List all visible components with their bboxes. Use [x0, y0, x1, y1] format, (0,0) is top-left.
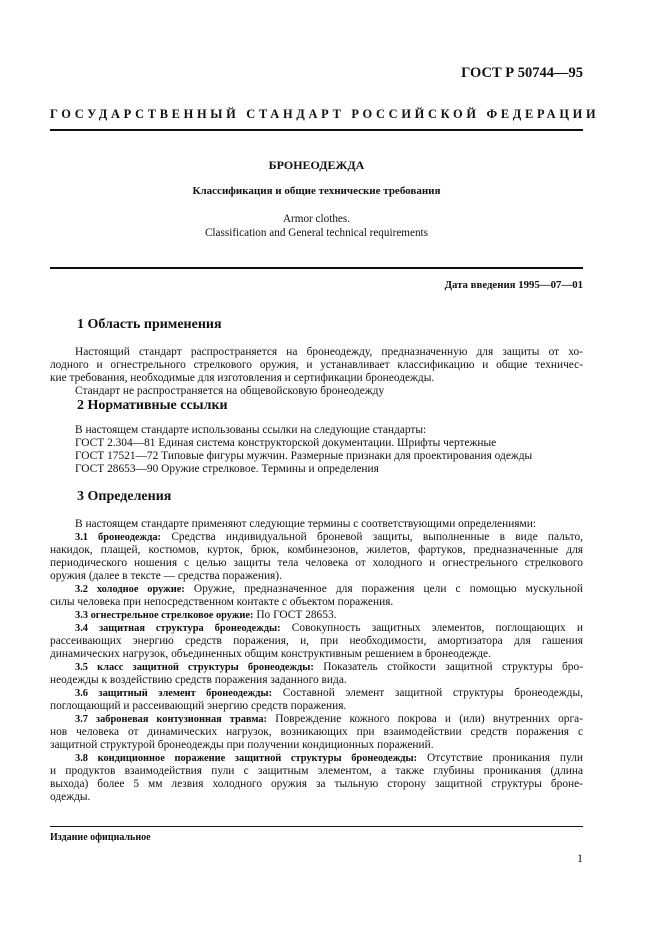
bottom-divider — [50, 826, 583, 827]
section-3-body — [50, 518, 583, 804]
definition-3-2 — [50, 583, 583, 596]
definition-3-8 — [50, 752, 583, 765]
term: 3.7 заброневая контузионная травма: — [75, 714, 268, 725]
middle-divider — [50, 267, 583, 269]
paragraph-line: нов человека от динамических нагрузок, возникающих при взаимодействии средств поражения с — [50, 726, 583, 738]
top-divider — [50, 129, 583, 131]
term: 3.5 класс защитной структуры бронеодежды: — [75, 662, 314, 673]
term: 3.2 холодное оружие: — [75, 584, 185, 595]
definition-text: Совокупность защитных элементов, поглощающих и — [291, 622, 583, 634]
paragraph-line: лодного и огнестрельного стрелкового оружия, и устанавливает классификацию и общие техничес- — [50, 359, 583, 371]
term: 3.3 огнестрельное стрелковое оружие: — [75, 610, 254, 621]
paragraph-line: рассеивающих энергию средств поражения, и, при необходимости, амортизатора для гашения — [50, 635, 583, 647]
reference-item: ГОСТ 28653—90 Оружие стрелковое. Термины и определения — [75, 463, 379, 475]
definition-text: Отсутствие проникания пули — [427, 752, 583, 764]
definition-3-1 — [50, 531, 583, 544]
definition-3-3 — [50, 609, 583, 622]
document-subtitle: Классификация и общие технические требования — [192, 185, 441, 197]
paragraph-line: динамических нагрузок, объединенных общим конструктивным решением в бронеодежде. — [50, 648, 491, 660]
definition-3-5 — [50, 661, 583, 674]
section-1-heading: 1 Область применения — [77, 317, 222, 332]
section-1-body — [50, 346, 583, 398]
introduction-date: Дата введения 1995—07—01 — [444, 279, 583, 291]
term: 3.8 кондиционное поражение защитной структуры бронеодежды: — [75, 753, 418, 764]
paragraph-line: неодежды к воздействию средств поражения заданного вида. — [50, 674, 347, 686]
definition-3-4 — [50, 622, 583, 635]
definition-text: Повреждение кожного покрова и (или) внутренних орга- — [275, 713, 583, 725]
paragraph-line: силы человека при непосредственном контакте с объектом поражения. — [50, 596, 394, 608]
paragraph-line: В настоящем стандарте применяют следующие термины с соответствующими определениями: — [75, 518, 537, 530]
paragraph-line: и продуктов взаимодействия пули с защитным элементом, а также глубины проникания (длина — [50, 765, 583, 777]
paragraph-line: оружия (далее в тексте — средства поражения). — [50, 570, 282, 582]
definition-text: Средства индивидуальной броневой защиты, выполненные в виде пальто, — [171, 531, 583, 543]
definition-text: Составной элемент защитной структуры бронеодежды, — [282, 687, 583, 699]
section-2-heading: 2 Нормативные ссылки — [77, 398, 228, 413]
english-title-line-1: Armor clothes. — [282, 213, 351, 225]
paragraph-line: одежды. — [50, 791, 91, 803]
definition-3-7 — [50, 713, 583, 726]
definition-3-6 — [50, 687, 583, 700]
standard-header-title: ГОСУДАРСТВЕННЫЙ СТАНДАРТ РОССИЙСКОЙ ФЕДЕРАЦИИ — [50, 107, 600, 121]
section-2-body — [50, 424, 583, 476]
reference-item: ГОСТ 17521—72 Типовые фигуры мужчин. Размерные признаки для проектирования одежды — [75, 450, 533, 462]
english-title — [0, 212, 633, 240]
paragraph-line: кие требования, необходимые для изготовления и сертификации бронеодежды. — [50, 372, 435, 384]
definition-text: По ГОСТ 28653. — [256, 609, 337, 621]
paragraph-line: Стандарт не распространяется на общевойсковую бронеодежду — [75, 385, 385, 397]
reference-item: ГОСТ 2.304—81 Единая система конструкторской документации. Шрифты чертежные — [75, 437, 497, 449]
paragraph-line: Настоящий стандарт распространяется на бронеодежду, предназначенную для защиты от хо- — [75, 346, 583, 358]
definition-text: Показатель стойкости защитной структуры бро- — [323, 661, 583, 673]
page-number: 1 — [577, 851, 583, 865]
paragraph-line: накидок, плащей, костюмов, курток, брюк, комбинезонов, жилетов, фартуков, предназначенные для — [50, 544, 583, 556]
document-code: ГОСТ Р 50744—95 — [461, 65, 583, 81]
paragraph-line: выхода) более 5 мм лезвия холодного оружия за тыльную сторону защитной структуры броне- — [50, 778, 583, 790]
term: 3.1 бронеодежда: — [75, 532, 162, 543]
paragraph-line: защитной структурой бронеодежды при получении кондиционных поражений. — [50, 739, 434, 751]
paragraph-line: периодического ношения с целью защиты тела человека от холодного и огнестрельного стрелкового — [50, 557, 583, 569]
paragraph-line: поглощающий и рассеивающий энергию средств поражения. — [50, 700, 347, 712]
term: 3.6 защитный элемент бронеодежды: — [75, 688, 273, 699]
edition-label: Издание официальное — [50, 832, 151, 843]
document-title: БРОНЕОДЕЖДА — [268, 158, 365, 172]
section-3-heading: 3 Определения — [77, 489, 172, 504]
term: 3.4 защитная структура бронеодежды: — [75, 623, 281, 634]
definition-text: Оружие, предназначенное для поражения цели с помощью мускульной — [193, 583, 583, 595]
paragraph-line: В настоящем стандарте использованы ссылки на следующие стандарты: — [75, 424, 427, 436]
english-title-line-2: Classification and General technical requirements — [204, 227, 429, 239]
